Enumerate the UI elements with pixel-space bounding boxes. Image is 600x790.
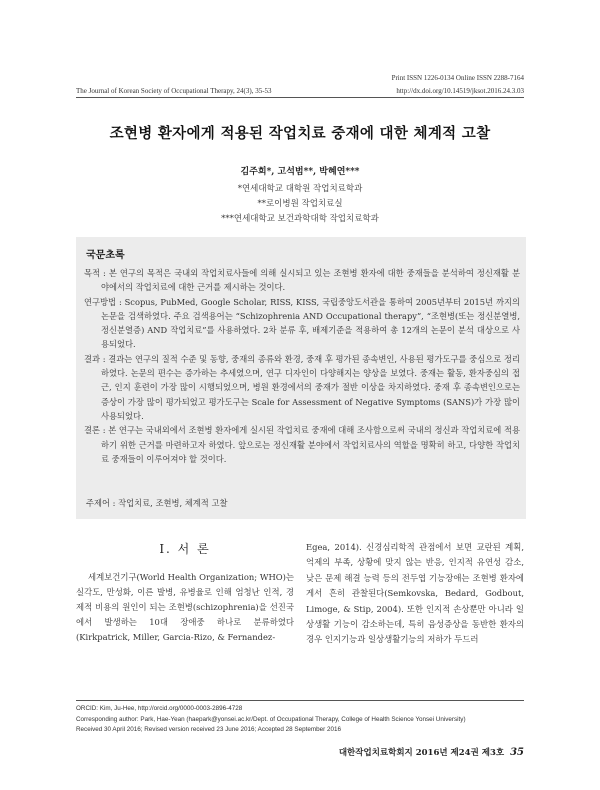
author-list: 김주희*, 고석범**, 박혜연*** [240, 167, 360, 177]
running-header-issn: Print ISSN 1226-0134 Online ISSN 2288-7164 [391, 74, 524, 82]
abstract-conclusion: 결론 : 본 연구는 국내외에서 조현병 환자에게 실시된 작업치료 중재에 대해 조사함으로써 국내의 정신과 작업치료에 적용하기 위한 근거를 마련하고자 하였다. 앞으로는 정신재활 분야에서 작업치료사의 역할을 명확히 하고, 다양한 작업치료 중재들이 이루어져야 할 것이다. [84, 425, 520, 464]
introduction-text-left: 세계보건기구(World Health Organization; WHO)는 실각도, 만성화, 이른 발병, 유병율로 인해 엄청난 인적, 경제적 비용의 원인이 되는 조현병(schizophrenia)을 선진국에서 발생하는 10대 장애중 하나로 분류하였다(Kirkpatrick, Miller, Garcia-Rizo, & Fernandez- [76, 572, 294, 643]
abstract-heading: 국문초록 [86, 250, 125, 261]
abstract-results: 결과 : 결과는 연구의 질적 수준 및 동향, 중재의 종류와 환경, 중재 후 평가된 종속변인, 사용된 평가도구를 중심으로 정리하였다. 논문의 편수는 증가하는 추세였으며, 연구 디자인이 다양해지는 양상을 보였다. 중재는 활동, 환자중심의 접근, 인지 훈련이 가장 많이 시행되었으며, 병원 환경에서의 중재가 절반 이상을 차지하였다. 중재 후 종속변인으로는 증상이 가장 많이 평가되었고 평가도구는 Scale for Assessment of Negative Symptoms (SANS)가 가장 많이 사용되었다. [84, 353, 520, 421]
page-footer [339, 746, 524, 758]
footnote-rule [76, 700, 524, 701]
introduction-text-right: Egea, 2014). 신경심리학적 관점에서 보면 교란된 계획, 억제의 부족, 상황에 맞지 않는 반응, 인지적 유연성 감소, 낮은 문제 해결 능력 등의 전두엽 기능장애는 조현병 환자에게서 흔히 관찰된다(Semkovska, Bedard, Godbout, Limoge, & Stip, 2004). 또한 인지적 손상뿐만 아니라 일상생활 기능이 감소하는데, 특히 음성증상을 동반한 환자의 경우 인지기능과 일상생활기능의 저하가 두드러 [306, 542, 524, 645]
footnote-corresponding: Corresponding author: Park, Hae-Yean (haepark@yonsei.ac.kr/Dept. of Occupational Therapy, College of Health Science Yonsei University) [76, 715, 466, 723]
affiliation-2: **로이병원 작업치료실 [257, 199, 343, 209]
affiliation-3: ***연세대학교 보건과학대학 작업치료학과 [221, 214, 379, 224]
page-number: 35 [510, 747, 524, 758]
footnotes [76, 704, 526, 736]
header-rule [76, 97, 524, 98]
footnote-orcid: ORCID: Kim, Ju-Hee, http://orcid.org/0000-0003-2896-4728 [76, 705, 243, 712]
abstract-methods: 연구방법 : Scopus, PubMed, Google Scholar, RISS, KISS, 국립중앙도서관을 통하여 2005년부터 2015년 까지의 논문을 검색하였다. 주요 검색용어는 “Schizophrenia AND Occupational therapy”, “조현병(또는 정신분열병, 정신분열증) AND 작업치료”를 사용하였다. 2차 분류 후, 배제기준을 적용하여 총 12개의 논문이 분석 대상으로 사용되었다. [84, 296, 520, 350]
doi-link[interactable]: http://dx.doi.org/10.14519/jksot.2016.24.3.03 [396, 87, 524, 95]
abstract-keywords: 주제어 : 작업치료, 조현병, 체계적 고찰 [86, 498, 228, 508]
running-header-journal: The Journal of Korean Society of Occupational Therapy, 24(3), 35-53 [76, 87, 272, 95]
left-column [76, 540, 294, 645]
abstract-body [84, 266, 520, 466]
section-heading-introduction: Ⅰ. 서 론 [159, 542, 211, 556]
abstract-purpose: 목적 : 본 연구의 목적은 국내외 작업치료사들에 의해 실시되고 있는 조현병 환자에 대한 중재들을 분석하여 정신재활 분야에서의 작업치료에 대한 근거를 제시하는 것이다. [84, 268, 520, 293]
footnote-dates: Received 30 April 2016; Revised version received 23 June 2016; Accepted 28 September 2016 [76, 726, 341, 733]
footer-journal: 대한작업치료학회지 2016년 제24권 제3호 [338, 748, 505, 758]
paper-title: 조현병 환자에게 적용된 작업치료 중재에 대한 체계적 고찰 [109, 125, 491, 142]
affiliation-1: *연세대학교 대학원 작업치료학과 [237, 184, 363, 194]
